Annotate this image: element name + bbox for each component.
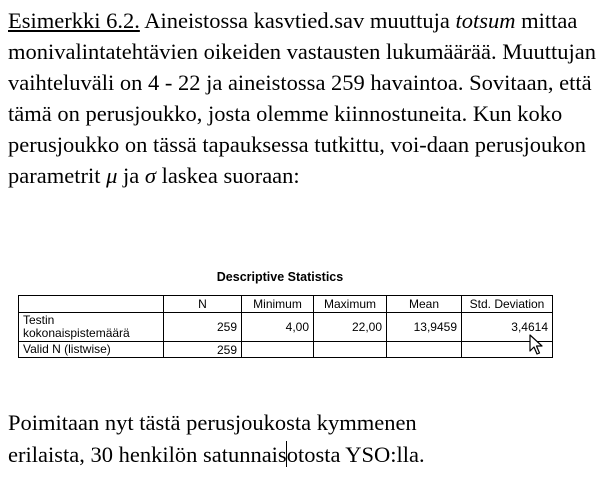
row-label-line: Testin xyxy=(23,313,55,327)
sigma-symbol: σ xyxy=(144,163,156,188)
table-cell: 3,4614 xyxy=(462,313,553,342)
column-header: N xyxy=(164,296,242,313)
intro-text-1: Aineistossa kasvtied.sav muuttuja xyxy=(139,8,456,33)
table-row xyxy=(19,342,553,358)
mouse-pointer-icon xyxy=(529,334,543,356)
table-cell: 13,9459 xyxy=(387,313,462,342)
table-cell: 22,00 xyxy=(314,313,387,342)
intro-text-2: mittaa monivalintatehtävien oikeiden vastausten lukumäärää. Muuttujan vaihteluväli on 4 - 22 ja aineistossa 259 havaintoa. Sovitaan, että tämä on perusjoukko, josta olemme kiinnostuneita. Kun koko perusjoukko on tässä tapauksessa tutkittu, voi-daan perusjoukon parametrit xyxy=(8,8,596,188)
mu-symbol: μ xyxy=(106,163,118,188)
variable-name: totsum xyxy=(455,8,516,33)
table-cell: 259 xyxy=(164,342,242,358)
table-cell xyxy=(387,342,462,358)
table-cell: 259 xyxy=(164,313,242,342)
descriptive-statistics-table xyxy=(18,295,553,358)
column-header: Mean xyxy=(387,296,462,313)
outro-line: otosta YSO:lla. xyxy=(286,442,425,467)
example-label: Esimerkki 6.2. xyxy=(8,8,140,33)
column-header: Std. Deviation xyxy=(462,296,553,313)
table-cell xyxy=(242,342,314,358)
table-row xyxy=(19,313,553,342)
stats-table-title: Descriptive Statistics xyxy=(216,270,344,284)
intro-paragraph xyxy=(8,5,598,191)
table-cell xyxy=(314,342,387,358)
intro-text-3: ja xyxy=(117,163,145,188)
outro-paragraph xyxy=(8,407,598,471)
column-header xyxy=(19,296,164,313)
intro-text-4: laskea suoraan: xyxy=(155,163,300,188)
outro-line: erilaista, 30 henkilön satunnais xyxy=(8,442,287,467)
column-header: Maximum xyxy=(314,296,387,313)
row-label xyxy=(19,313,164,342)
table-cell: 4,00 xyxy=(242,313,314,342)
table-header-row xyxy=(19,296,553,313)
row-label: Valid N (listwise) xyxy=(19,342,164,358)
column-header: Minimum xyxy=(242,296,314,313)
outro-line: Poimitaan nyt tästä perusjoukosta kymmenen xyxy=(8,410,417,435)
row-label-line: kokonaispistemäärä xyxy=(23,326,130,340)
